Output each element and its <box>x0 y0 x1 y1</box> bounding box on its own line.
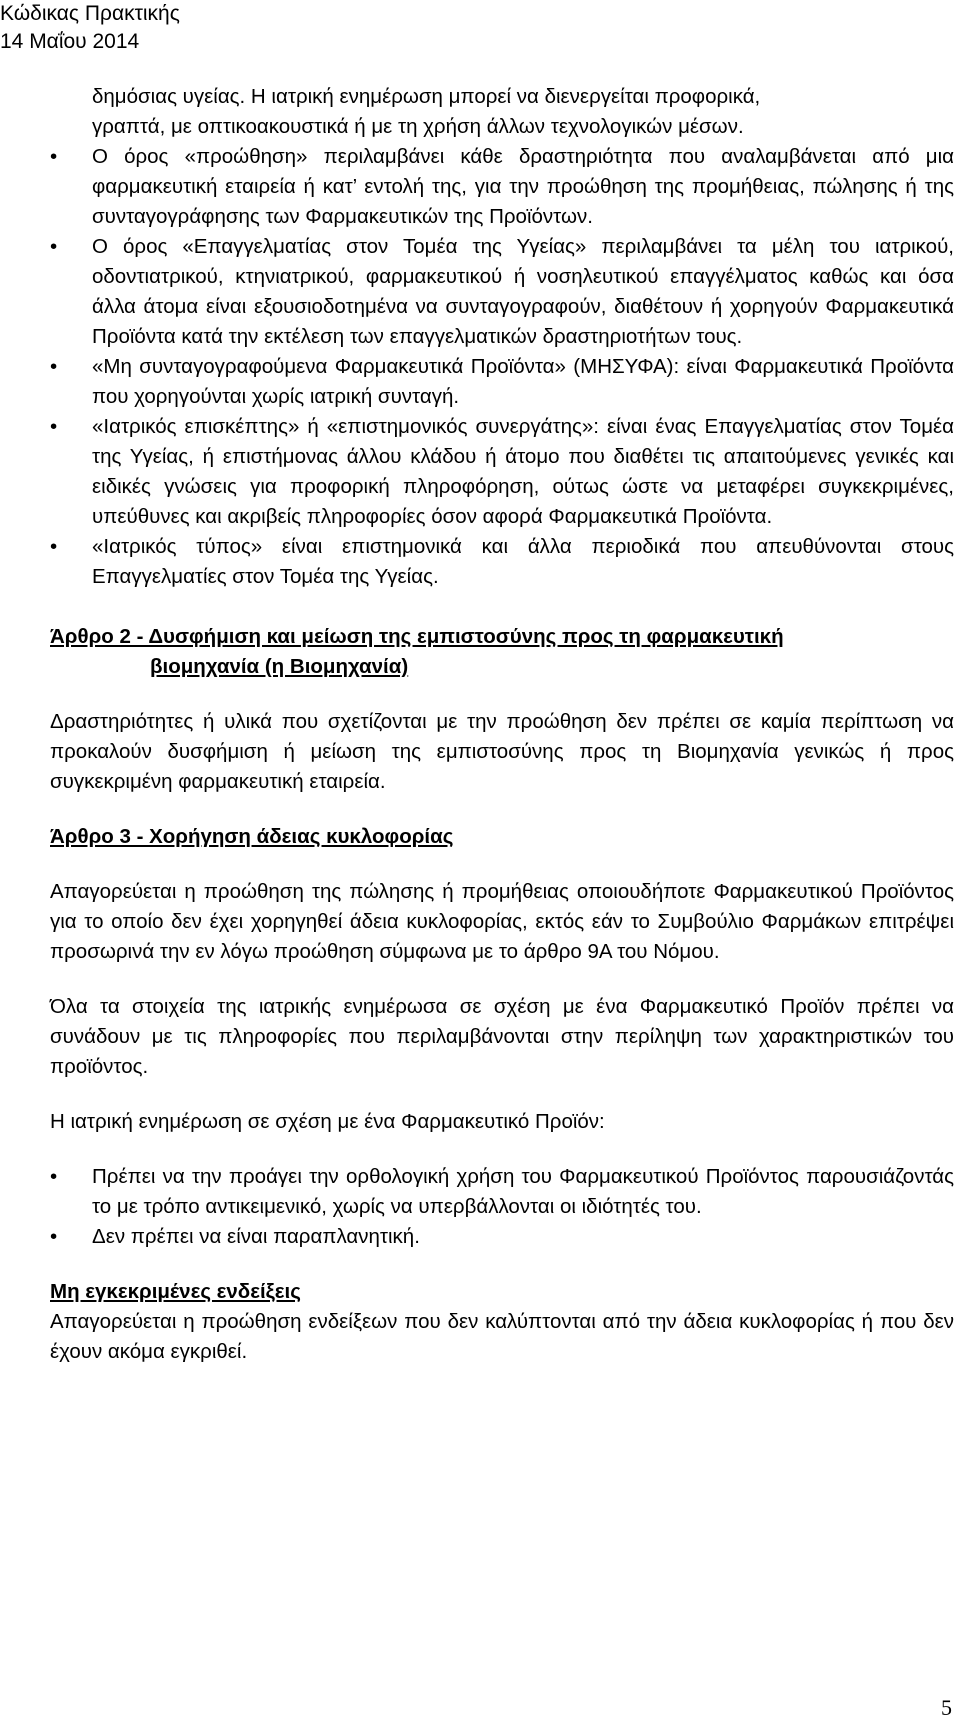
intro-continuation <box>50 82 954 142</box>
list-item: • «Ιατρικός τύπος» είναι επιστημονικά και άλλα περιοδικά που απευθύνονται στους Επαγγελματίες στον Τομέα της Υγείας. <box>50 532 954 592</box>
list-item: • Δεν πρέπει να είναι παραπλανητική. <box>50 1222 954 1252</box>
article-3-paragraph-1: Απαγορεύεται η προώθηση της πώλησης ή προμήθειας οποιουδήποτε Φαρμακευτικού Προϊόντος για το οποίο δεν έχει χορηγηθεί άδεια κυκλοφορίας, εκτός εάν το Συμβούλιο Φαρμάκων επιτρέψει προσωρινά την εν λόγω προώθηση σύμφωνα με το άρθρο 9Α του Νόμου. <box>50 880 954 963</box>
document-date: 14 Μαΐου 2014 <box>0 30 140 53</box>
article-3-list <box>50 1162 954 1252</box>
page-body <box>50 82 954 1367</box>
article-2-body: Δραστηριότητες ή υλικά που σχετίζονται με την προώθηση δεν πρέπει σε καμία περίπτωση να προκαλούν δυσφήμιση ή μείωση της εμπιστοσύνης προς τη Βιομηχανία γενικώς ή προς συγκεκριμένη φαρμακευτική εταιρεία. <box>50 710 954 793</box>
list-item: • Πρέπει να την προάγει την ορθολογική χρήση του Φαρμακευτικού Προϊόντος παρουσιάζοντάς το με τρόπο αντικειμενικό, χωρίς να υπερβάλλονται οι ιδιότητές του. <box>50 1162 954 1222</box>
article-2-title-line2: βιομηχανία (η Βιομηχανία) <box>150 655 409 678</box>
list-item: • Ο όρος «προώθηση» περιλαμβάνει κάθε δραστηριότητα που αναλαμβάνεται από μια φαρμακευτική εταιρεία ή κατ’ εντολή της, για την προώθηση της προμήθειας, πώλησης ή της συνταγογράφησης των Φαρμακευτικών της Προϊόντων. <box>50 142 954 232</box>
list-item: • «Μη συνταγογραφούμενα Φαρμακευτικά Προϊόντα» (ΜΗΣΥΦΑ): είναι Φαρμακευτικά Προϊόντα που χορηγούνται χωρίς ιατρική συνταγή. <box>50 352 954 412</box>
article-2-title-line1: Άρθρο 2 - Δυσφήμιση και μείωση της εμπιστοσύνης προς τη φαρμακευτική <box>50 625 784 648</box>
unapproved-indications-heading: Μη εγκεκριμένες ενδείξεις <box>50 1280 301 1303</box>
article-3-paragraph-3: Η ιατρική ενημέρωση σε σχέση με ένα Φαρμακευτικό Προϊόν: <box>50 1110 605 1133</box>
intro-line: γραπτά, με οπτικοακουστικά ή με τη χρήση άλλων τεχνολογικών μέσων. <box>92 115 744 138</box>
article-2-heading <box>50 622 954 682</box>
document-title: Κώδικας Πρακτικής <box>0 2 180 25</box>
definitions-list <box>50 142 954 592</box>
article-3-paragraph-2: Όλα τα στοιχεία της ιατρικής ενημέρωσα σε σχέση με ένα Φαρμακευτικό Προϊόν πρέπει να συνάδουν με τις πληροφορίες που περιλαμβάνονται στην περίληψη των χαρακτηριστικών του προϊόντος. <box>50 995 954 1078</box>
intro-line: δημόσιας υγείας. Η ιατρική ενημέρωση μπορεί να διενεργείται προφορικά, <box>92 85 761 108</box>
article-3-heading: Άρθρο 3 - Χορήγηση άδειας κυκλοφορίας <box>50 825 454 848</box>
unapproved-indications-body: Απαγορεύεται η προώθηση ενδείξεων που δεν καλύπτονται από την άδεια κυκλοφορίας ή που δεν έχουν ακόμα εγκριθεί. <box>50 1310 954 1363</box>
list-item: • «Ιατρικός επισκέπτης» ή «επιστημονικός συνεργάτης»: είναι ένας Επαγγελματίας στον Τομέα της Υγείας, ή επιστήμονας άλλου κλάδου ή άτομο που διαθέτει τις απαιτούμενες γενικές και ειδικές γνώσεις για προφορική πληροφόρηση, ούτως ώστε να μεταφέρει συγκεκριμένες, υπεύθυνες και ακριβείς πληροφορίες όσον αφορά Φαρμακευτικά Προϊόντα. <box>50 412 954 532</box>
list-item: • Ο όρος «Επαγγελματίας στον Τομέα της Υγείας» περιλαμβάνει τα μέλη του ιατρικού, οδοντιατρικού, κτηνιατρικού, φαρμακευτικού ή νοσηλευτικού επαγγέλματος καθώς και όσα άλλα άτομα είναι εξουσιοδοτημένα να συνταγογραφούν, διαθέτουν ή χορηγούν Φαρμακευτικά Προϊόντα κατά την εκτέλεση των επαγγελματικών δραστηριοτήτων τους. <box>50 232 954 352</box>
page-number: 5 <box>941 1695 952 1720</box>
page-header <box>0 0 180 56</box>
